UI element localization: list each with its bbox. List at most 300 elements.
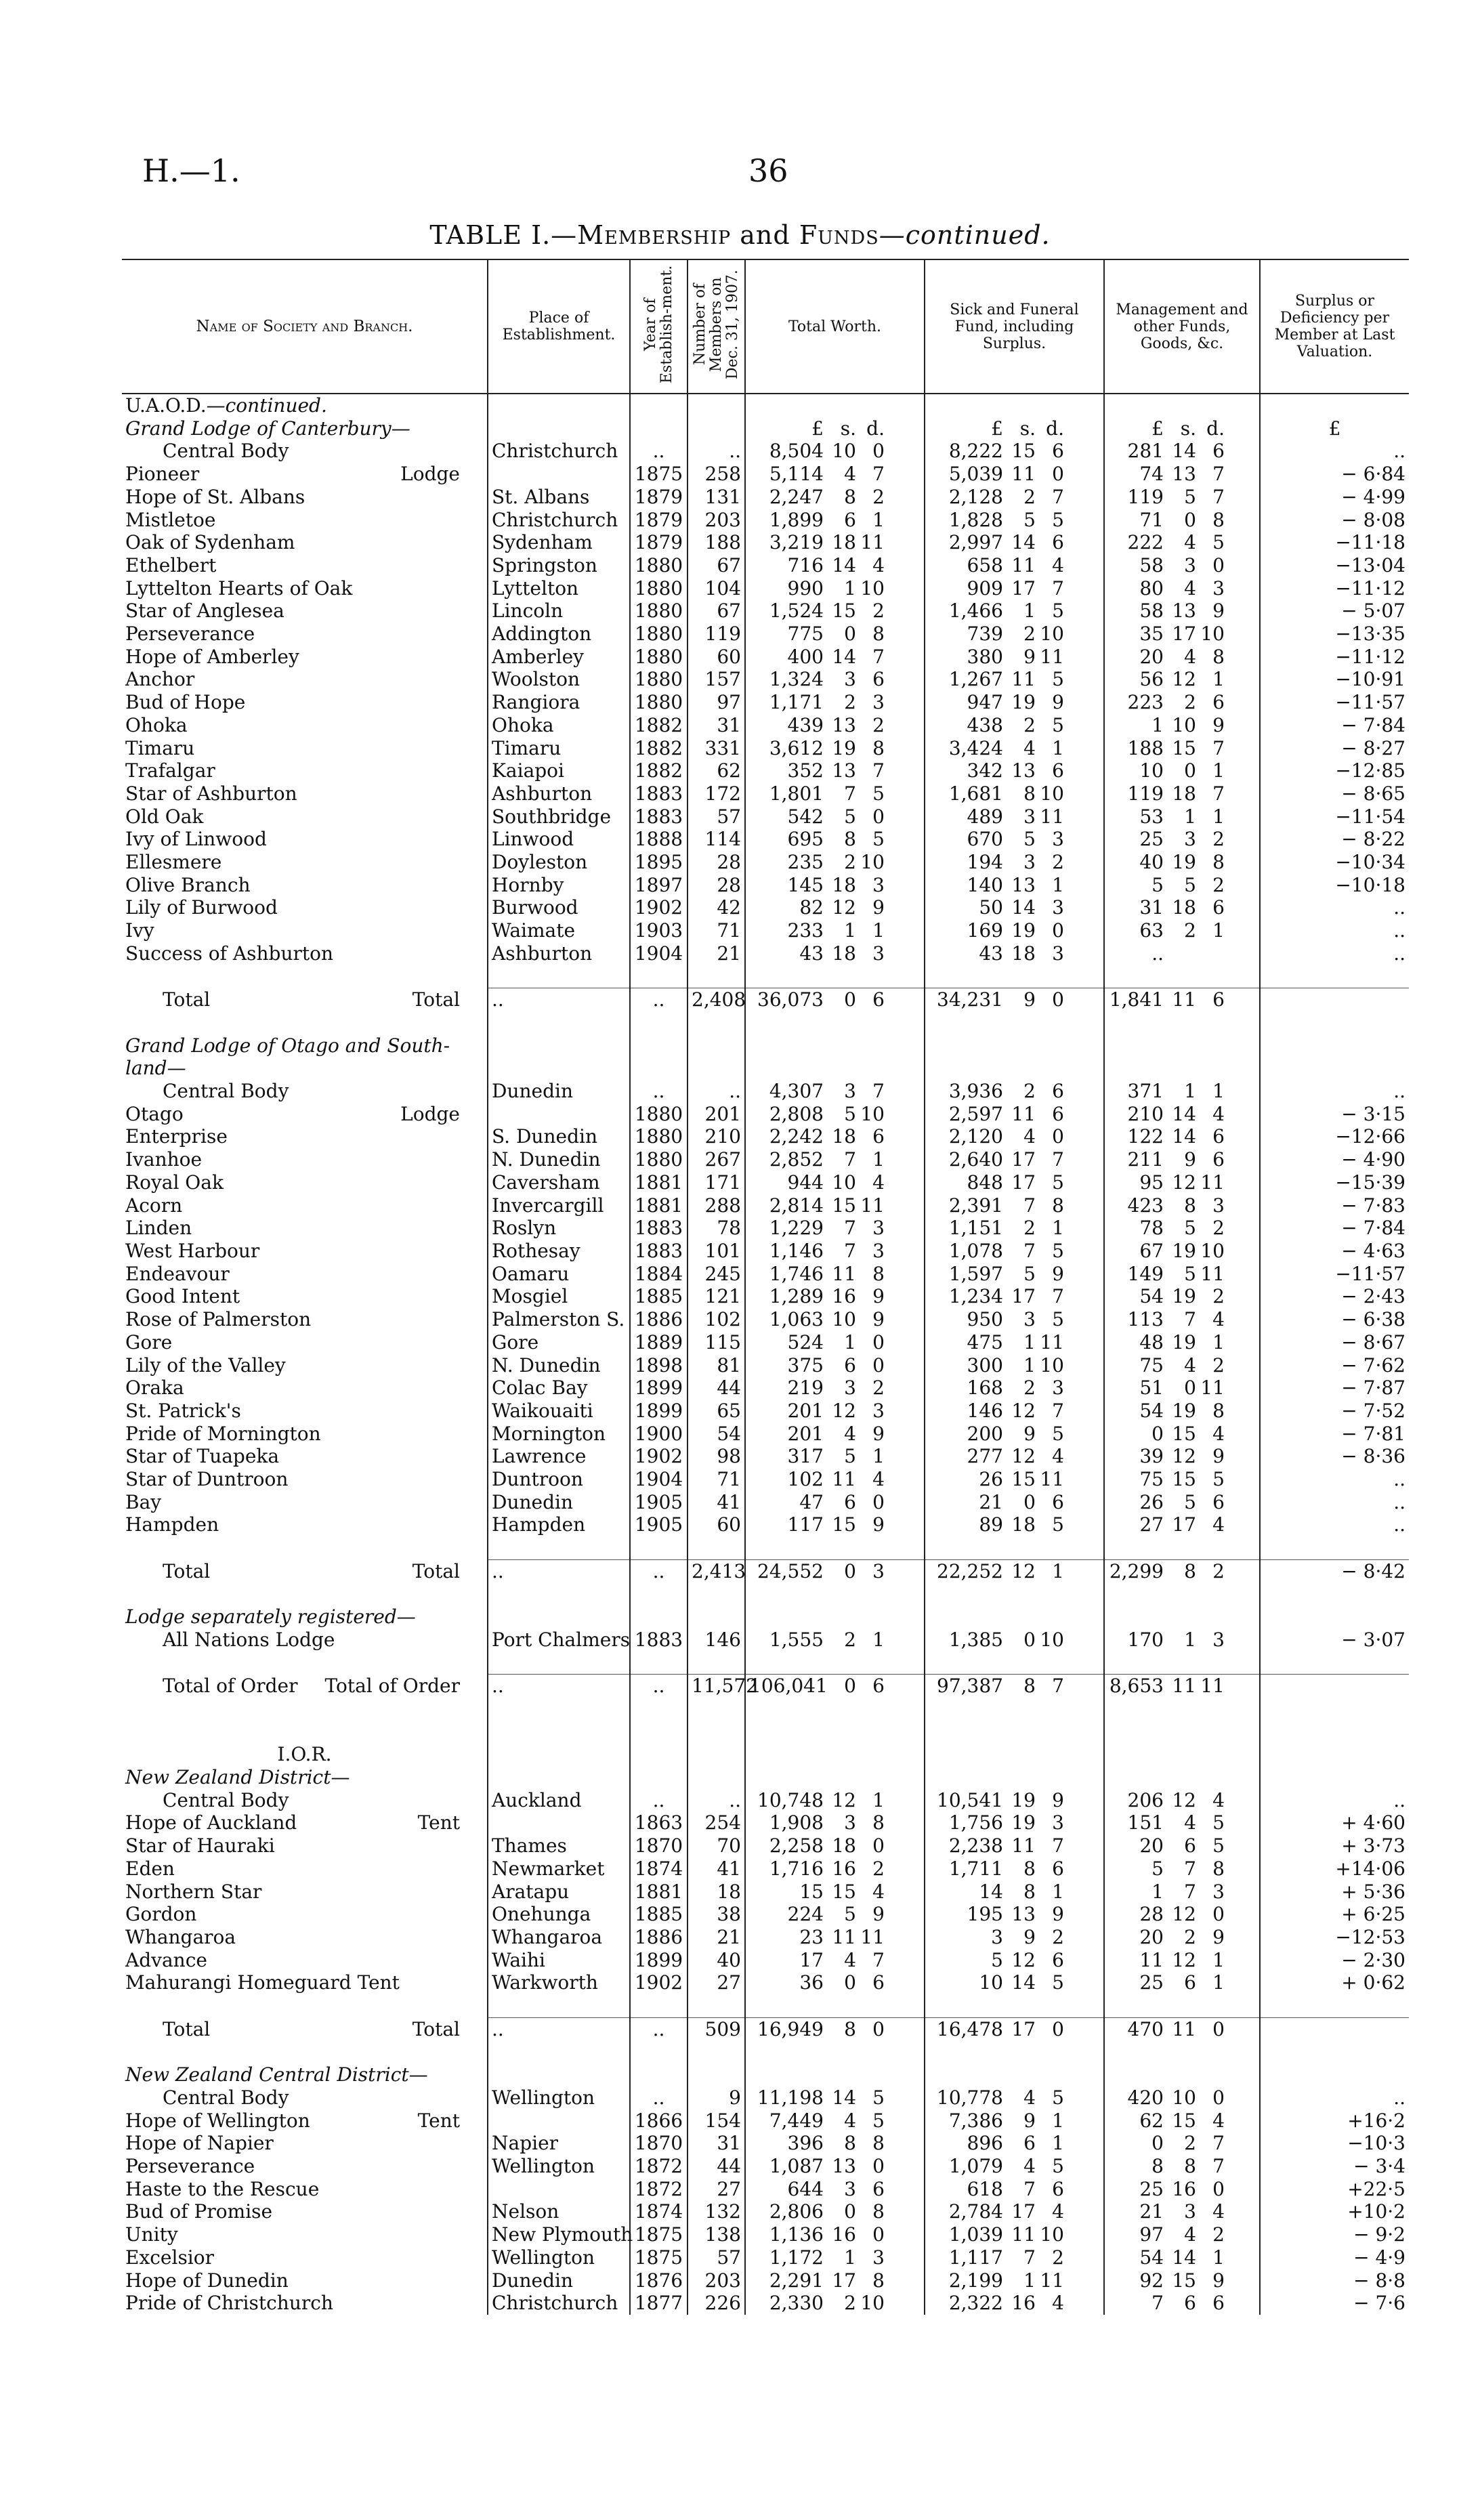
row-surplus: − 8·36 [1260,1445,1409,1468]
row-year: 1883 [630,1217,688,1240]
table-row [122,942,1409,965]
row-total-worth: 145 18 3 [745,874,925,897]
empty-cell [488,1721,630,1744]
row-members: 131 [688,486,745,509]
empty-cell [122,1652,488,1675]
empty-cell [488,394,630,417]
empty-cell [488,1698,630,1721]
empty-cell [488,1652,630,1675]
row-total-worth: 4,307 3 7 [745,1080,925,1103]
row-members: 509 [688,2017,745,2040]
empty-cell [1104,1698,1260,1721]
row-management-funds: 8 8 7 [1104,2155,1260,2178]
row-place: Colac Bay [488,1377,630,1400]
row-place: Dunedin [488,2269,630,2292]
row-sick-fund: 2,597 11 6 [925,1103,1104,1126]
total-row [122,1559,1409,1582]
row-sick-fund: 3,424 4 1 [925,737,1104,760]
table-row [122,1194,1409,1217]
empty-cell [488,1766,630,1789]
row-place: Whangaroa [488,1926,630,1949]
row-surplus: .. [1260,896,1409,919]
row-surplus: .. [1260,1468,1409,1491]
row-sick-fund: 1,117 7 2 [925,2246,1104,2269]
empty-cell [630,1743,688,1766]
row-name: Linden [125,1217,192,1240]
row-management-funds: 119 5 7 [1104,486,1260,509]
empty-cell [122,2041,488,2064]
row-place: Christchurch [488,440,630,463]
empty-cell [688,1034,745,1057]
empty-cell [745,965,925,988]
table-row [122,2292,1409,2315]
empty-cell [745,1583,925,1606]
row-place: Ashburton [488,942,630,965]
row-management-funds: 119 18 7 [1104,782,1260,805]
table-row [122,531,1409,554]
row-name: Ivy of Linwood [125,828,267,851]
row-management-funds: 20 2 9 [1104,1926,1260,1949]
row-year: 1880 [630,623,688,646]
empty-cell [1104,1605,1260,1629]
row-year: 1905 [630,1491,688,1514]
table-row [122,1217,1409,1240]
row-place: Timaru [488,737,630,760]
empty-cell [630,1994,688,2017]
row-name: Pride of Mornington [125,1422,321,1445]
table-row [122,668,1409,691]
row-total-worth: 1,908 3 8 [745,1811,925,1834]
row-year: 1895 [630,851,688,874]
row-place: Napier [488,2132,630,2155]
row-members: 226 [688,2292,745,2315]
row-management-funds: 11 12 1 [1104,1949,1260,1972]
district-heading [122,2063,1409,2086]
empty-cell [688,1994,745,2017]
table-row [122,1834,1409,1857]
row-total-worth: 1,801 7 5 [745,782,925,805]
table-row [122,1103,1409,1126]
row-year: .. [630,988,688,1011]
row-year: 1882 [630,759,688,782]
row-place: Duntroon [488,1468,630,1491]
empty-cell [630,1652,688,1675]
row-members: 44 [688,1377,745,1400]
row-management-funds: 48 19 1 [1104,1331,1260,1354]
empty-cell [630,394,688,417]
empty-cell [1260,1536,1409,1559]
empty-cell [1260,1057,1409,1080]
row-members: 44 [688,2155,745,2178]
empty-cell [745,1721,925,1744]
empty-cell [1104,1011,1260,1034]
table-row [122,805,1409,828]
row-total-worth: 2,814 15 11 [745,1194,925,1217]
row-year: 1875 [630,2246,688,2269]
empty-cell [488,2063,630,2086]
empty-cell [488,1536,630,1559]
row-members: 28 [688,874,745,897]
empty-cell [688,965,745,988]
row-management-funds: 371 1 1 [1104,1080,1260,1103]
row-place: Hampden [488,1513,630,1536]
empty-cell [745,1536,925,1559]
row-sick-fund: 10 14 5 [925,1971,1104,1994]
row-year: 1884 [630,1263,688,1286]
table-row [122,874,1409,897]
row-members: 188 [688,531,745,554]
row-name: Anchor [125,668,195,691]
empty-cell [488,1034,630,1057]
row-surplus: +22·5 [1260,2178,1409,2201]
row-management-funds: 1,841 11 6 [1104,988,1260,1011]
row-management-funds: 71 0 8 [1104,509,1260,532]
row-year: .. [630,2017,688,2040]
empty-cell [745,394,925,417]
empty-cell [925,1536,1104,1559]
row-surplus: + 3·73 [1260,1834,1409,1857]
table-row [122,1445,1409,1468]
row-management-funds: 95 12 11 [1104,1171,1260,1194]
row-place: Rothesay [488,1240,630,1263]
row-name: Star of Tuapeka [125,1445,280,1468]
row-total-worth: 219 3 2 [745,1377,925,1400]
row-year: 1874 [630,1857,688,1881]
row-place: .. [488,1559,630,1582]
row-sick-fund: 146 12 7 [925,1400,1104,1423]
row-management-funds: 151 4 5 [1104,1811,1260,1834]
row-surplus: − 8·08 [1260,509,1409,532]
row-members: 67 [688,600,745,623]
row-year: 1889 [630,1331,688,1354]
row-surplus: + 0·62 [1260,1971,1409,1994]
row-surplus: −11·57 [1260,691,1409,714]
row-sick-fund: 26 15 11 [925,1468,1104,1491]
empty-cell [1260,1743,1409,1766]
col-year-header: Year of Establish-ment. [630,259,688,394]
row-management-funds: 28 12 0 [1104,1903,1260,1926]
table-row [122,600,1409,623]
row-name: Perseverance [125,623,255,646]
row-total-worth: 317 5 1 [745,1445,925,1468]
row-name: Ethelbert [125,553,217,576]
row-sick-fund: 300 1 10 [925,1354,1104,1377]
table-row [122,2223,1409,2246]
row-place: Waikouaiti [488,1400,630,1423]
empty-cell [1260,1721,1409,1744]
row-total-worth: 7,449 4 5 [745,2109,925,2133]
row-members: 41 [688,1857,745,1881]
row-management-funds: 188 15 7 [1104,737,1260,760]
row-name: Lily of the Valley [125,1353,286,1377]
row-place: Port Chalmers [488,1629,630,1652]
row-management-funds: 423 8 3 [1104,1194,1260,1217]
row-place: Kaiapoi [488,759,630,782]
row-management-funds: 51 0 11 [1104,1377,1260,1400]
row-name: Royal Oak [125,1171,224,1194]
row-surplus: −10·3 [1260,2132,1409,2155]
row-management-funds: 54 19 8 [1104,1400,1260,1423]
row-sick-fund: 2,322 16 4 [925,2292,1104,2315]
row-total-worth: 439 13 2 [745,714,925,737]
table-row [122,486,1409,509]
table-row [122,828,1409,851]
row-total-worth: 695 8 5 [745,828,925,851]
row-total-worth-units: £ s. d. [745,417,925,440]
row-name: Acorn [125,1194,183,1217]
row-name: Pride of Christchurch [125,2292,333,2315]
row-year: 1876 [630,2269,688,2292]
row-members: 288 [688,1194,745,1217]
empty-cell [1104,1652,1260,1675]
empty-cell [688,1536,745,1559]
row-name: Ivy [125,919,154,942]
row-total-worth: 10,748 12 1 [745,1789,925,1812]
row-surplus: −10·18 [1260,874,1409,897]
row-total-worth: 1,324 3 6 [745,668,925,691]
row-total-worth: 2,330 2 10 [745,2292,925,2315]
row-name: Bay [125,1490,162,1513]
row-management-funds: 75 4 2 [1104,1354,1260,1377]
empty-cell [925,2041,1104,2064]
row-year: 1875 [630,2223,688,2246]
table-row [122,896,1409,919]
empty-cell [745,1034,925,1057]
row-name: Excelsior [125,2246,215,2269]
col-place-header: Place of Establishment. [488,259,630,394]
row-management-funds: 25 3 2 [1104,828,1260,851]
row-management-funds: .. [1104,942,1260,965]
row-total-worth: 1,172 1 3 [745,2246,925,2269]
table-row [122,1308,1409,1331]
table-row [122,1881,1409,1904]
row-year: .. [630,440,688,463]
row-management-funds: 75 15 5 [1104,1468,1260,1491]
row-name: Gordon [125,1903,197,1926]
row-total-worth: 11,198 14 5 [745,2086,925,2109]
row-management-funds: 58 3 0 [1104,554,1260,577]
row-place: Hornby [488,874,630,897]
empty-cell [630,1011,688,1034]
row-place: Waimate [488,919,630,942]
empty-cell [122,1011,488,1034]
empty-cell [1260,965,1409,988]
row-sick-fund: 200 9 5 [925,1423,1104,1446]
col-members-header: Number of Members on Dec. 31, 1907. [688,259,745,394]
row-members: 138 [688,2223,745,2246]
row-total-worth: 2,808 5 10 [745,1103,925,1126]
row-total-worth: 17 4 7 [745,1949,925,1972]
empty-cell [630,1536,688,1559]
empty-cell [488,965,630,988]
row-total-worth: 16,949 8 0 [745,2017,925,2040]
row-name: Star of Ashburton [125,782,297,805]
row-total-worth: 524 1 0 [745,1331,925,1354]
row-year: 1904 [630,1468,688,1491]
empty-cell [122,1583,488,1606]
row-members: 102 [688,1308,745,1331]
table-row [122,851,1409,874]
row-management-funds: 67 19 10 [1104,1240,1260,1263]
empty-cell [630,965,688,988]
row-year: 1886 [630,1308,688,1331]
row-name: Oraka [125,1377,184,1400]
empty-cell [488,1057,630,1080]
row-members: 9 [688,2086,745,2109]
page-number: 36 [748,152,788,189]
row-sick-fund: 1,385 0 10 [925,1629,1104,1652]
row-total-worth: 5,114 4 7 [745,463,925,486]
row-sick-fund: 909 17 7 [925,577,1104,600]
row-total-worth: 1,136 16 0 [745,2223,925,2246]
row-surplus: − 5·07 [1260,600,1409,623]
row-name: Endeavour [125,1262,230,1285]
district-heading [122,1766,1409,1789]
row-management-funds: 1 10 9 [1104,714,1260,737]
row-surplus: − 4·99 [1260,486,1409,509]
empty-cell [122,1536,488,1559]
row-place: Amberley [488,646,630,669]
row-surplus: −11·18 [1260,531,1409,554]
empty-cell [1260,2041,1409,2064]
empty-cell [688,2041,745,2064]
row-members: 245 [688,1263,745,1286]
row-place: Caversham [488,1171,630,1194]
row-total-worth: 1,171 2 3 [745,691,925,714]
row-year: 1903 [630,919,688,942]
row-management-funds: 63 2 1 [1104,919,1260,942]
row-members: 67 [688,554,745,577]
row-management-funds: 26 5 6 [1104,1491,1260,1514]
row-name: Ellesmere [125,851,222,874]
document-code: H.—1. [142,152,240,189]
row-surplus: − 7·87 [1260,1377,1409,1400]
row-name: Total Total [163,1559,460,1582]
row-year: 1880 [630,1125,688,1148]
row-name: Total of Order Total of Order [163,1675,460,1698]
row-members: 41 [688,1491,745,1514]
empty-cell [630,1034,688,1057]
row-name: Ohoka [125,713,188,736]
row-place: Dunedin [488,1491,630,1514]
row-year: 1905 [630,1513,688,1536]
empty-cell [688,1011,745,1034]
row-name: Hope of Dunedin [125,2269,289,2292]
row-management-funds: 39 12 9 [1104,1445,1260,1468]
empty-cell [488,1743,630,1766]
row-surplus: − 6·38 [1260,1308,1409,1331]
row-members: 54 [688,1423,745,1446]
table-row [122,440,1409,463]
row-sick-fund: 10,778 4 5 [925,2086,1104,2109]
row-sick-fund: 670 5 3 [925,828,1104,851]
empty-cell [745,2063,925,2086]
row-year: 1882 [630,714,688,737]
row-management-funds: 54 14 1 [1104,2246,1260,2269]
row-name: Haste to the Rescue [125,2177,320,2200]
row-name: Mahurangi Homeguard Tent [125,1971,400,1994]
row-management-funds: 56 12 1 [1104,668,1260,691]
row-place: Palmerston S. [488,1308,630,1331]
row-surplus: +14·06 [1260,1857,1409,1881]
table-header [122,259,1409,394]
row-surplus: − 7·6 [1260,2292,1409,2315]
row-place: Christchurch [488,2292,630,2315]
empty-cell [688,394,745,417]
row-place: N. Dunedin [488,1148,630,1171]
table-row [122,1125,1409,1148]
row-sick-fund: 140 13 1 [925,874,1104,897]
row-surplus: − 6·84 [1260,463,1409,486]
row-name: Gore [125,1330,173,1353]
empty-cell [925,1652,1104,1675]
empty-cell [1104,1721,1260,1744]
row-surplus: −10·34 [1260,851,1409,874]
table-row [122,1857,1409,1881]
row-place: Lincoln [488,600,630,623]
row-name: Star of Anglesea [125,600,284,623]
row-place: .. [488,1675,630,1698]
row-total-worth: 106,041 0 6 [745,1675,925,1698]
row-sick-fund: 34,231 9 0 [925,988,1104,1011]
row-name: All Nations Lodge [163,1628,335,1651]
row-year: 1872 [630,2178,688,2201]
row-surplus: − 7·83 [1260,1194,1409,1217]
row-surplus: +10·2 [1260,2200,1409,2223]
row-place: Christchurch [488,509,630,532]
empty-cell [630,1057,688,1080]
row-year: 1874 [630,2200,688,2223]
row-name: West Harbour [125,1239,260,1262]
total-row [122,2017,1409,2040]
row-year: 1870 [630,1834,688,1857]
row-management-funds: 10 0 1 [1104,759,1260,782]
row-sick-fund: 438 2 5 [925,714,1104,737]
spacer-row [122,1011,1409,1034]
row-total-worth: 3,219 18 11 [745,531,925,554]
row-management-funds: 78 5 2 [1104,1217,1260,1240]
table-row [122,2086,1409,2109]
row-name: Central Body [163,1788,289,1811]
row-year: 1880 [630,577,688,600]
row-members: 121 [688,1285,745,1308]
row-members: 101 [688,1240,745,1263]
row-year: 1902 [630,896,688,919]
empty-cell [925,1766,1104,1789]
table-row [122,1468,1409,1491]
row-place: Lawrence [488,1445,630,1468]
row-members: 57 [688,805,745,828]
empty-cell [488,1583,630,1606]
row-management-funds: 223 2 6 [1104,691,1260,714]
row-name: Pioneer Lodge [125,463,460,486]
table-row [122,919,1409,942]
row-members: 172 [688,782,745,805]
empty-cell [630,1583,688,1606]
empty-cell [1104,1994,1260,2017]
row-sick-fund: 947 19 9 [925,691,1104,714]
row-total-worth: 224 5 9 [745,1903,925,1926]
row-members: 71 [688,919,745,942]
row-members: 65 [688,1400,745,1423]
row-sick-fund: 3,936 2 6 [925,1080,1104,1103]
row-surplus: − 4·9 [1260,2246,1409,2269]
row-year: 1880 [630,668,688,691]
row-place: Ohoka [488,714,630,737]
row-sick-fund: 195 13 9 [925,1903,1104,1926]
row-place: New Plymouth [488,2223,630,2246]
row-members: 97 [688,691,745,714]
